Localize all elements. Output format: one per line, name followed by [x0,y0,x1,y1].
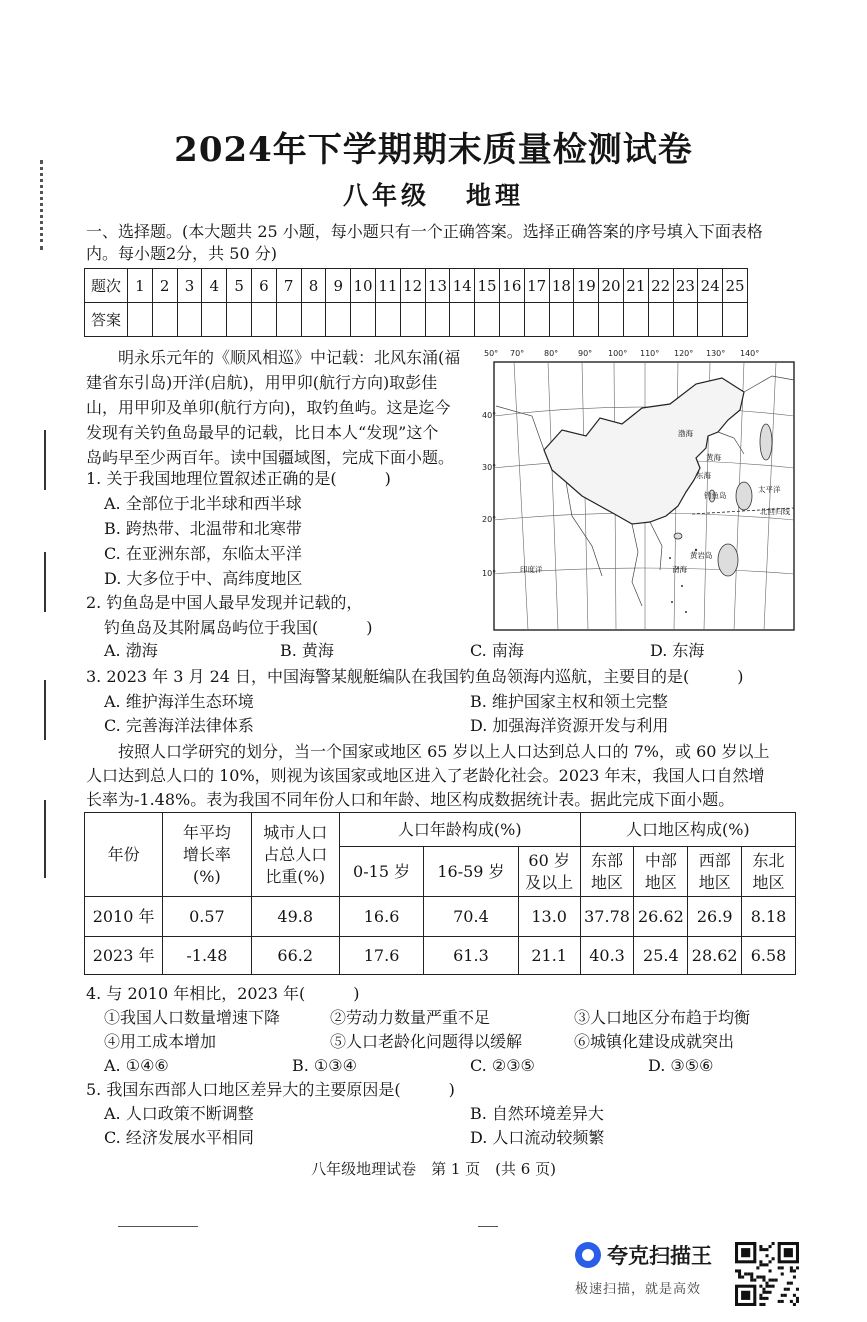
region-col-line: 地区 [698,872,731,892]
question-4-item-5: ⑤人口老龄化问题得以缓解 [330,1032,523,1051]
answer-table-number: 6 [251,269,276,303]
answer-table-row1-label: 题次 [85,269,128,303]
answer-cell[interactable] [698,303,723,337]
answer-cell[interactable] [227,303,252,337]
map-label-nanhai: 南海 [672,565,687,574]
answer-cell[interactable] [301,303,326,337]
margin-mark [44,430,46,490]
region-col-line: 地区 [644,872,677,892]
margin-mark [44,680,46,740]
map-label-tropic: 北回归线 [760,507,790,516]
table-row [85,897,796,937]
map-lat-label: 40° [482,411,497,420]
answer-table-number: 8 [301,269,326,303]
question-5-option-b[interactable]: B. 自然环境差异大 [470,1104,604,1123]
col-urban-header-line: 城市人口 [263,822,328,842]
answer-table-row2-label: 答案 [85,303,128,337]
region-col-line: 西部 [698,850,731,870]
scanner-brand: 夸克扫描王 [607,1244,712,1268]
table-cell: 0.57 [163,897,251,937]
question-4-stem: 4. 与 2010 年相比，2023 年( ) [86,984,360,1003]
answer-cell[interactable] [599,303,624,337]
answer-table-number: 25 [723,269,748,303]
map-lon-label: 70° [510,349,525,358]
answer-table-number: 7 [276,269,301,303]
answer-cell[interactable] [673,303,698,337]
table-cell: 70.4 [424,897,518,937]
section1-instructions-line1: 一、选择题。(本大题共 25 小题，每小题只有一个正确答案。选择正确答案的序号填入下面表格 [86,222,763,241]
answer-cell[interactable] [276,303,301,337]
table-row [85,937,796,975]
answer-cell[interactable] [375,303,400,337]
map-label-bohai: 渤海 [678,429,693,438]
answer-table-number: 17 [524,269,549,303]
age-col-60-line: 及以上 [525,872,574,892]
answer-table-number: 10 [351,269,376,303]
answer-cell[interactable] [648,303,673,337]
answer-table-number: 13 [425,269,450,303]
answer-table-number: 22 [648,269,673,303]
question-3-stem: 3. 2023 年 3 月 24 日，中国海警某舰艇编队在我国钓鱼岛领海内巡航，主要目的是( ) [86,667,744,686]
table-cell: 37.78 [580,897,634,937]
question-1-option-b[interactable]: B. 跨热带、北温带和北寒带 [104,519,302,538]
answer-table-number: 15 [475,269,500,303]
question-2-option-a[interactable]: A. 渤海 [104,641,158,660]
table-cell: 40.3 [580,937,634,975]
grade-label: 八年级 [342,181,430,210]
col-urban-header-line: 占总人口 [263,844,328,864]
answer-table-number: 11 [375,269,400,303]
question-4-item-3: ③人口地区分布趋于均衡 [574,1008,751,1027]
question-2-option-d[interactable]: D. 东海 [650,641,705,660]
map-lon-label: 50° [484,349,499,358]
answer-cell[interactable] [152,303,177,337]
question-2-stem-cont: 钓鱼岛及其附属岛屿位于我国( ) [104,618,373,637]
question-5-option-a[interactable]: A. 人口政策不断调整 [104,1104,254,1123]
answer-table-number: 5 [227,269,252,303]
table-cell: -1.48 [163,937,251,975]
question-4-item-4: ④用工成本增加 [104,1032,217,1051]
question-5-option-d[interactable]: D. 人口流动较频繁 [470,1128,605,1147]
question-5-option-c[interactable]: C. 经济发展水平相同 [104,1128,254,1147]
passage2-line: 按照人口学研究的划分，当一个国家或地区 65 岁以上人口达到总人口的 7%，或 60 岁以上 [118,742,770,761]
answer-cell[interactable] [723,303,748,337]
question-1 [86,466,391,591]
question-4-item-1: ①我国人口数量增速下降 [104,1008,281,1027]
passage1-line: 岛屿早至少两百年。读中国疆域图，完成下面小题。 [86,448,455,467]
population-stats-table [84,812,796,975]
question-4-option-d[interactable]: D. ③⑤⑥ [648,1056,714,1075]
answer-table-number: 16 [499,269,524,303]
answer-table-number: 21 [623,269,648,303]
answer-table-number: 18 [549,269,574,303]
answer-table-number: 12 [400,269,425,303]
question-1-option-d[interactable]: D. 大多位于中、高纬度地区 [104,569,303,588]
quark-logo-icon [575,1242,601,1268]
map-lon-label: 110° [640,349,660,358]
answer-cell[interactable] [202,303,227,337]
answer-cell[interactable] [524,303,549,337]
answer-table-number: 14 [450,269,475,303]
exam-title: 2024年下学期期末质量检测试卷 [174,130,693,170]
answer-table-number: 23 [673,269,698,303]
question-1-option-c[interactable]: C. 在亚洲东部，东临太平洋 [104,544,302,563]
question-4-option-b[interactable]: B. ①③④ [292,1056,357,1075]
margin-mark [44,800,46,878]
margin-mark [44,552,46,612]
map-label-indian-ocean: 印度洋 [520,565,543,574]
table-cell: 66.2 [251,937,339,975]
map-lon-label: 140° [740,349,760,358]
col-growth-header [163,813,251,897]
region-col-line: 东北 [752,850,785,870]
passage2-line: 长率为-1.48%。表为我国不同年份人口和年龄、地区构成数据统计表。据此完成下面小题。 [86,790,735,809]
col-urban-header [251,813,339,897]
question-3-option-c[interactable]: C. 完善海洋法律体系 [104,716,254,735]
scanner-slogan: 极速扫描，就是高效 [575,1282,702,1297]
table-cell: 17.6 [339,937,423,975]
map-lat-label: 20° [482,515,497,524]
question-4-option-c[interactable]: C. ②③⑤ [470,1056,535,1075]
question-3-option-a[interactable]: A. 维护海洋生态环境 [104,692,254,711]
answer-cell[interactable] [351,303,376,337]
map-label-diaoyu: 钓鱼岛 [704,491,727,500]
answer-cell[interactable] [177,303,202,337]
passage1-line: 建省东引岛)开洋(启航)，用甲卯(航行方向)取彭佳 [86,373,438,392]
question-3-option-b[interactable]: B. 维护国家主权和领土完整 [470,692,668,711]
question-1-stem: 1. 关于我国地理位置叙述正确的是( ) [86,469,391,488]
age-col-16-59: 16-59 岁 [424,847,518,897]
region-col-west [688,847,742,897]
page-footer: 八年级地理试卷 第 1 页 (共 6 页) [311,1160,556,1178]
region-col-line: 中部 [644,850,677,870]
table-cell: 61.3 [424,937,518,975]
map-label-huangyan: 黄岩岛 [690,551,713,560]
table-cell: 16.6 [339,897,423,937]
table-cell: 2023 年 [85,937,163,975]
answer-cell[interactable] [574,303,599,337]
question-2 [86,590,373,640]
question-5-stem: 5. 我国东西部人口地区差异大的主要原因是( ) [86,1080,455,1099]
col-urban-header-line: 比重(%) [265,866,326,886]
section1-instructions-line2: 内。每小题2分，共 50 分) [86,244,277,263]
map-label-donghai: 东海 [696,471,711,480]
passage1-line: 明永乐元年的《顺风相巡》中记载：北风东涌(福 [118,348,461,367]
map-lat-label: 10° [482,569,497,578]
region-col-east [580,847,634,897]
table-cell: 13.0 [518,897,580,937]
table-cell: 49.8 [251,897,339,937]
answer-cell[interactable] [251,303,276,337]
question-4-item-2: ②劳动力数量严重不足 [330,1008,491,1027]
map-lon-label: 120° [674,349,694,358]
region-col-northeast [742,847,796,897]
table-cell: 2010 年 [85,897,163,937]
table-cell: 26.62 [634,897,688,937]
map-lon-label: 100° [608,349,628,358]
answer-table-number: 9 [326,269,351,303]
col-growth-header-line: (%) [193,866,221,886]
col-year-header: 年份 [85,813,163,897]
answer-table-number: 4 [202,269,227,303]
map-label-huanghai: 黄海 [706,453,721,462]
answer-cell[interactable] [549,303,574,337]
answer-table-number: 3 [177,269,202,303]
map-label-pacific: 太平洋 [758,485,781,494]
question-2-stem: 2. 钓鱼岛是中国人最早发现并记载的， [86,593,363,612]
qr-code-icon [735,1242,799,1306]
passage1-line: 山，用甲卯及单卯(航行方向)，取钓鱼屿。这是迄今 [86,398,451,417]
answer-table-number: 2 [152,269,177,303]
passage2-line: 人口达到总人口的 10%，则视为该国家或地区进入了老龄化社会。2023 年末，我国人口自然增 [86,766,765,785]
region-col-line: 东部 [591,850,624,870]
map-lon-label: 80° [544,349,559,358]
answer-cell[interactable] [400,303,425,337]
table-cell: 28.62 [688,937,742,975]
map-lat-label: 30° [482,463,497,472]
question-1-option-a[interactable]: A. 全部位于北半球和西半球 [104,494,302,513]
table-cell: 25.4 [634,937,688,975]
region-col-line: 地区 [752,872,785,892]
answer-table-number: 20 [599,269,624,303]
answer-cell[interactable] [499,303,524,337]
answer-cell[interactable] [425,303,450,337]
col-growth-header-line: 年平均 [182,822,231,842]
region-col-central [634,847,688,897]
region-col-line: 地区 [591,872,624,892]
answer-table-number: 19 [574,269,599,303]
age-col-60-plus [518,847,580,897]
answer-cell[interactable] [326,303,351,337]
table-cell: 21.1 [518,937,580,975]
answer-cell[interactable] [623,303,648,337]
table-cell: 8.18 [742,897,796,937]
subject-label: 地理 [466,181,525,210]
question-2-option-c[interactable]: C. 南海 [470,641,524,660]
answer-table [84,268,748,337]
question-3-option-d[interactable]: D. 加强海洋资源开发与利用 [470,716,669,735]
answer-table-number: 24 [698,269,723,303]
table-cell: 26.9 [688,897,742,937]
answer-cell[interactable] [475,303,500,337]
question-4-item-6: ⑥城镇化建设成就突出 [574,1032,735,1051]
divider [478,1226,498,1227]
map-svg [482,346,798,634]
passage1-line: 发现有关钓鱼岛最早的记载，比日本人“发现”这个 [86,423,439,442]
passage1 [86,345,476,470]
answer-cell[interactable] [450,303,475,337]
table-cell: 6.58 [742,937,796,975]
age-col-60-line: 60 岁 [528,850,570,870]
china-territory-map [482,346,798,634]
exam-subtitle [0,176,867,212]
col-growth-header-line: 增长率 [182,844,231,864]
region-group-header: 人口地区构成(%) [580,813,795,847]
map-lon-label: 130° [706,349,726,358]
scanner-watermark [575,1240,712,1297]
age-col-0-15: 0-15 岁 [339,847,423,897]
answer-table-number: 1 [128,269,153,303]
question-2-option-b[interactable]: B. 黄海 [280,641,334,660]
divider [118,1226,198,1227]
map-lon-label: 90° [578,349,593,358]
answer-cell[interactable] [128,303,153,337]
question-4-option-a[interactable]: A. ①④⑥ [104,1056,169,1075]
age-group-header: 人口年龄构成(%) [339,813,580,847]
